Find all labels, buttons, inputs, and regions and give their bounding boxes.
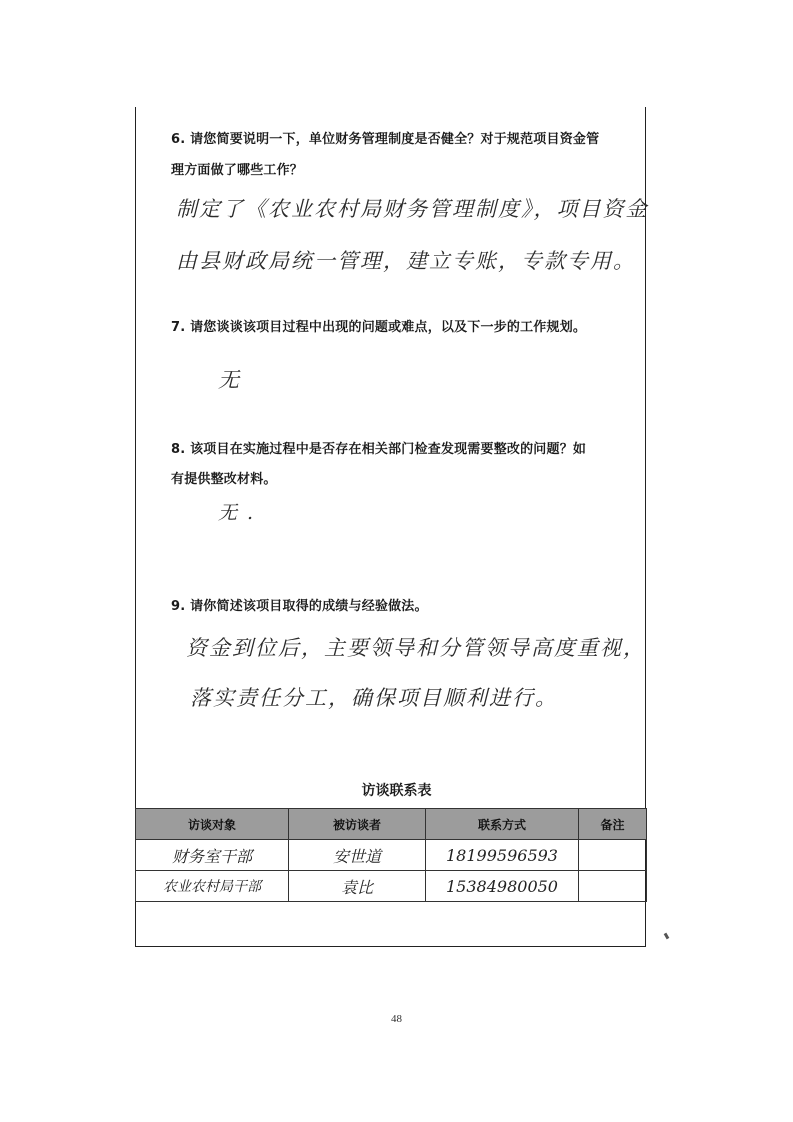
header-remarks: 备注 bbox=[579, 809, 647, 840]
question-7-line1: 7. 请您谈谈该项目过程中出现的问题或难点，以及下一步的工作规划。 bbox=[171, 320, 587, 335]
cell-target: 财务室干部 bbox=[136, 840, 289, 871]
answer-8: 无 . bbox=[218, 502, 256, 524]
question-8-line2: 有提供整改材料。 bbox=[171, 472, 277, 487]
question-8-line1: 8. 该项目在实施过程中是否存在相关部门检查发现需要整改的问题？如 bbox=[171, 442, 587, 457]
header-contact-method: 联系方式 bbox=[426, 809, 579, 840]
contact-table-title: 访谈联系表 bbox=[361, 783, 432, 799]
answer-6-line1: 制定了《农业农村局财务管理制度》，项目资金 bbox=[176, 197, 649, 221]
question-6-line1: 6. 请您简要说明一下，单位财务管理制度是否健全？对于规范项目资金管 bbox=[171, 132, 600, 147]
contact-table bbox=[135, 808, 647, 902]
cell-phone: 18199596593 bbox=[426, 840, 579, 871]
cell-target: 农业农村局干部 bbox=[136, 871, 289, 902]
question-9-line1: 9. 请你简述该项目取得的成绩与经验做法。 bbox=[171, 599, 428, 614]
page-number: 48 bbox=[391, 1013, 402, 1025]
header-interviewee: 被访谈者 bbox=[289, 809, 426, 840]
header-interview-target: 访谈对象 bbox=[136, 809, 289, 840]
contact-table-header-row bbox=[136, 809, 647, 840]
cell-interviewee: 安世道 bbox=[289, 840, 426, 871]
scan-speck bbox=[664, 933, 670, 940]
cell-remarks bbox=[579, 840, 647, 871]
cell-remarks bbox=[579, 871, 647, 902]
answer-9-line1: 资金到位后，主要领导和分管领导高度重视， bbox=[186, 636, 646, 660]
answer-7: 无 bbox=[218, 368, 241, 392]
answer-6-line2: 由县财政局统一管理，建立专账，专款专用。 bbox=[176, 249, 636, 273]
answer-9-line2: 落实责任分工，确保项目顺利进行。 bbox=[190, 686, 558, 710]
cell-interviewee: 袁比 bbox=[289, 871, 426, 902]
table-row bbox=[136, 840, 647, 871]
cell-phone: 15384980050 bbox=[426, 871, 579, 902]
table-row bbox=[136, 871, 647, 902]
question-6-line2: 理方面做了哪些工作？ bbox=[171, 163, 304, 178]
